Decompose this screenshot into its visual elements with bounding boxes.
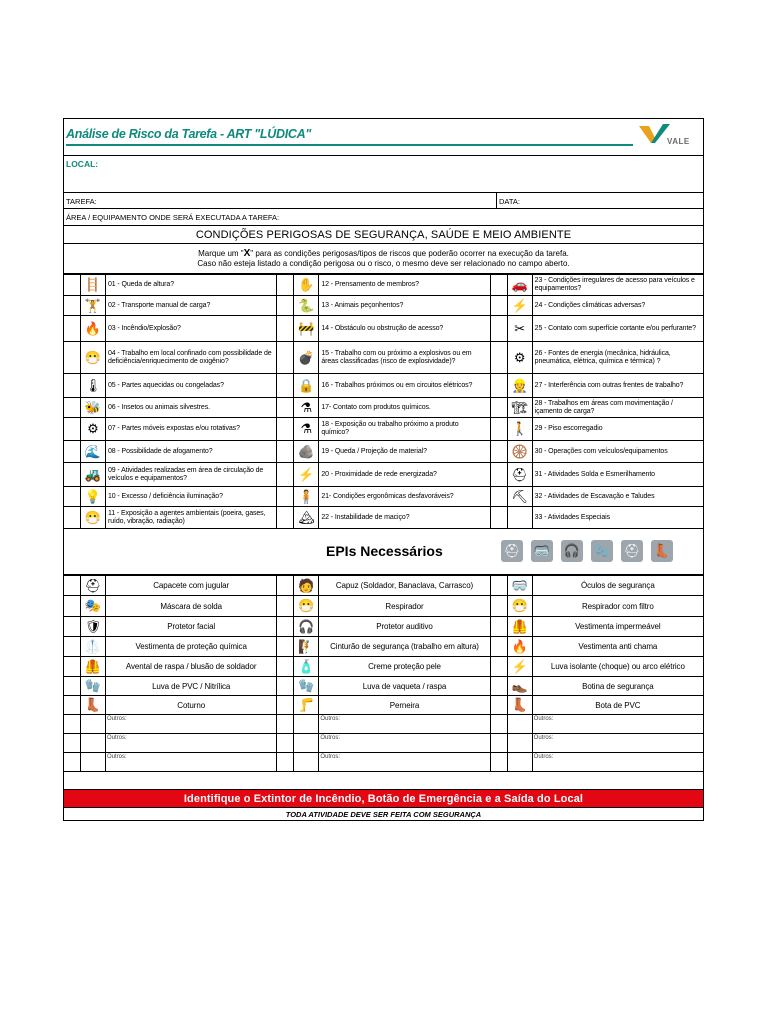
area-label: ÁREA / EQUIPAMENTO ONDE SERÁ EXECUTADA A TAREFA: bbox=[66, 213, 280, 222]
condition-label: 07 - Partes móveis expostas e/ou rotativas? bbox=[106, 418, 277, 441]
epi-checkbox[interactable] bbox=[277, 617, 294, 637]
condition-row bbox=[64, 342, 704, 374]
epi-label: Coturno bbox=[106, 696, 277, 715]
epi-checkbox[interactable] bbox=[277, 596, 294, 617]
condition-label: 08 - Possibilidade de afogamento? bbox=[106, 441, 277, 463]
condition-label: 26 - Fontes de energia (mecânica, hidráulica, pneumática, elétrica, química e térmica) ? bbox=[532, 342, 703, 374]
epi-checkbox[interactable] bbox=[490, 657, 507, 677]
epi-icon: 🦺 bbox=[81, 657, 106, 677]
condition-icon: 🪨 bbox=[294, 441, 319, 463]
epi-other-icon bbox=[507, 753, 532, 772]
condition-checkbox[interactable] bbox=[277, 275, 294, 296]
epi-icon: 🧗 bbox=[294, 637, 319, 657]
condition-checkbox[interactable] bbox=[490, 441, 507, 463]
epi-icon: 👢 bbox=[507, 696, 532, 715]
condition-label: 32 - Atividades de Escavação e Taludes bbox=[532, 487, 703, 507]
epi-icon: 🧑 bbox=[294, 576, 319, 596]
epi-other-checkbox[interactable] bbox=[490, 715, 507, 734]
epi-checkbox[interactable] bbox=[277, 696, 294, 715]
epi-other-icon bbox=[294, 753, 319, 772]
epi-label: Luva isolante (choque) ou arco elétrico bbox=[532, 657, 703, 677]
condition-icon: 🏋 bbox=[81, 296, 106, 316]
condition-label: 24 - Condições climáticas adversas? bbox=[532, 296, 703, 316]
condition-icon bbox=[507, 507, 532, 529]
condition-icon: 🔒 bbox=[294, 374, 319, 398]
epi-label: Respirador com filtro bbox=[532, 596, 703, 617]
condition-label: 09 - Atividades realizadas em área de circulação de veículos e equipamentos? bbox=[106, 463, 277, 487]
condition-icon: 🐝 bbox=[81, 398, 106, 418]
epi-other-row bbox=[64, 734, 704, 753]
spacer-row bbox=[63, 772, 704, 790]
condition-checkbox[interactable] bbox=[277, 418, 294, 441]
epi-other-field[interactable]: Outros: bbox=[319, 753, 490, 772]
epi-checkbox[interactable] bbox=[64, 576, 81, 596]
condition-label: 18 - Exposição ou trabalho próximo a produto químico? bbox=[319, 418, 490, 441]
epi-label: Creme proteção pele bbox=[319, 657, 490, 677]
vale-logo bbox=[637, 122, 697, 152]
condition-row bbox=[64, 463, 704, 487]
condition-label: 04 - Trabalho em local confinado com possibilidade de deficiência/enriquecimento de oxigênio? bbox=[106, 342, 277, 374]
condition-row bbox=[64, 418, 704, 441]
condition-icon: 👷 bbox=[507, 374, 532, 398]
epi-label: Máscara de solda bbox=[106, 596, 277, 617]
epi-icon: 🛡 bbox=[81, 617, 106, 637]
epi-header-icon: 🎧 bbox=[561, 540, 583, 562]
condition-label: 30 - Operações com veículos/equipamentos bbox=[532, 441, 703, 463]
logo-text: VALE bbox=[667, 137, 690, 146]
condition-icon: ⚙ bbox=[81, 418, 106, 441]
epi-label: Luva de vaqueta / raspa bbox=[319, 677, 490, 696]
epi-other-checkbox[interactable] bbox=[277, 734, 294, 753]
task-row bbox=[63, 192, 704, 209]
epi-label: Cinturão de segurança (trabalho em altura) bbox=[319, 637, 490, 657]
epi-checkbox[interactable] bbox=[64, 677, 81, 696]
condition-row bbox=[64, 275, 704, 296]
epi-checkbox[interactable] bbox=[277, 637, 294, 657]
condition-icon: 🌊 bbox=[81, 441, 106, 463]
epi-other-field[interactable]: Outros: bbox=[532, 753, 703, 772]
condition-checkbox[interactable] bbox=[490, 398, 507, 418]
condition-icon: 🏔 bbox=[294, 507, 319, 529]
epi-other-field[interactable]: Outros: bbox=[532, 734, 703, 753]
epi-header-icon: 🥽 bbox=[531, 540, 553, 562]
conditions-table bbox=[63, 274, 704, 529]
epi-label: Bota de PVC bbox=[532, 696, 703, 715]
condition-icon: 🚜 bbox=[81, 463, 106, 487]
condition-checkbox[interactable] bbox=[277, 342, 294, 374]
task-divider bbox=[496, 193, 497, 208]
epi-other-field[interactable]: Outros: bbox=[106, 734, 277, 753]
condition-label: 15 - Trabalho com ou próximo a explosivos ou em áreas classificadas (risco de explosividade)? bbox=[319, 342, 490, 374]
epi-icon: 🧤 bbox=[294, 677, 319, 696]
condition-label: 17- Contato com produtos químicos. bbox=[319, 398, 490, 418]
condition-checkbox[interactable] bbox=[490, 296, 507, 316]
epi-icon: 👢 bbox=[81, 696, 106, 715]
condition-checkbox[interactable] bbox=[490, 463, 507, 487]
condition-label: 28 - Trabalhos em áreas com movimentação / içamento de carga? bbox=[532, 398, 703, 418]
condition-checkbox[interactable] bbox=[64, 507, 81, 529]
condition-checkbox[interactable] bbox=[64, 398, 81, 418]
local-field[interactable] bbox=[63, 156, 704, 174]
epi-other-checkbox[interactable] bbox=[490, 753, 507, 772]
condition-checkbox[interactable] bbox=[277, 463, 294, 487]
epi-label: Protetor auditivo bbox=[319, 617, 490, 637]
epi-checkbox[interactable] bbox=[490, 637, 507, 657]
condition-icon: 🚶 bbox=[507, 418, 532, 441]
title-bar bbox=[63, 118, 704, 156]
epi-label: Óculos de segurança bbox=[532, 576, 703, 596]
condition-checkbox[interactable] bbox=[490, 487, 507, 507]
condition-checkbox[interactable] bbox=[490, 342, 507, 374]
date-label: DATA: bbox=[499, 197, 520, 206]
condition-label: 27 - Interferência com outras frentes de trabalho? bbox=[532, 374, 703, 398]
condition-label: 02 - Transporte manual de carga? bbox=[106, 296, 277, 316]
condition-icon: 🔥 bbox=[81, 316, 106, 342]
condition-icon: 😷 bbox=[81, 342, 106, 374]
condition-checkbox[interactable] bbox=[277, 507, 294, 529]
condition-icon: 🌡 bbox=[81, 374, 106, 398]
epi-other-field[interactable]: Outros: bbox=[532, 715, 703, 734]
condition-checkbox[interactable] bbox=[277, 441, 294, 463]
local-label: LOCAL: bbox=[66, 159, 99, 169]
epi-icon: 🦵 bbox=[294, 696, 319, 715]
condition-row bbox=[64, 316, 704, 342]
epi-other-icon bbox=[81, 734, 106, 753]
condition-icon: 💣 bbox=[294, 342, 319, 374]
area-row[interactable] bbox=[63, 209, 704, 226]
condition-icon: ⚗ bbox=[294, 398, 319, 418]
condition-icon: 🪜 bbox=[81, 275, 106, 296]
epi-other-icon bbox=[507, 715, 532, 734]
condition-icon: ⚡ bbox=[507, 296, 532, 316]
epi-other-field[interactable]: Outros: bbox=[106, 715, 277, 734]
condition-icon: 🐍 bbox=[294, 296, 319, 316]
epi-other-checkbox[interactable] bbox=[277, 753, 294, 772]
condition-label: 03 - Incêndio/Explosão? bbox=[106, 316, 277, 342]
condition-row bbox=[64, 441, 704, 463]
condition-icon: ⛑ bbox=[507, 463, 532, 487]
condition-icon: ✋ bbox=[294, 275, 319, 296]
epi-checkbox[interactable] bbox=[64, 657, 81, 677]
condition-label: 33 - Atividades Especiais bbox=[532, 507, 703, 529]
instr-post: " para as condições perigosas/tipos de riscos que poderão ocorrer na execução da tarefa. bbox=[250, 249, 569, 258]
epi-other-checkbox[interactable] bbox=[490, 734, 507, 753]
epi-icon: 🥼 bbox=[81, 637, 106, 657]
local-field-space[interactable] bbox=[63, 174, 704, 192]
condition-label: 29 - Piso escorregadio bbox=[532, 418, 703, 441]
epi-checkbox[interactable] bbox=[490, 696, 507, 715]
condition-checkbox[interactable] bbox=[277, 296, 294, 316]
instr-x: X bbox=[243, 248, 251, 259]
epi-other-icon bbox=[507, 734, 532, 753]
condition-icon: 🚗 bbox=[507, 275, 532, 296]
epi-icon: 🧤 bbox=[81, 677, 106, 696]
condition-label: 19 - Queda / Projeção de material? bbox=[319, 441, 490, 463]
epi-row bbox=[64, 617, 704, 637]
condition-icon: ⚗ bbox=[294, 418, 319, 441]
form-title: Análise de Risco da Tarefa - ART "LÚDICA" bbox=[66, 127, 311, 141]
epi-checkbox[interactable] bbox=[490, 576, 507, 596]
epi-label: Perneira bbox=[319, 696, 490, 715]
condition-icon: ⚡ bbox=[294, 463, 319, 487]
condition-label: 22 - Instabilidade de maciço? bbox=[319, 507, 490, 529]
epi-label: Capuz (Soldador, Banaclava, Carrasco) bbox=[319, 576, 490, 596]
epi-row bbox=[64, 596, 704, 617]
condition-checkbox[interactable] bbox=[490, 507, 507, 529]
condition-checkbox[interactable] bbox=[64, 316, 81, 342]
epi-other-checkbox[interactable] bbox=[64, 753, 81, 772]
epi-checkbox[interactable] bbox=[64, 617, 81, 637]
instr-line2: Caso não esteja listado a condição perigosa ou o risco, o mesmo deve ser relacionado no campo aberto. bbox=[197, 259, 570, 268]
epi-label: Protetor facial bbox=[106, 617, 277, 637]
condition-row bbox=[64, 507, 704, 529]
epi-header-icon: 👢 bbox=[651, 540, 673, 562]
condition-checkbox[interactable] bbox=[490, 374, 507, 398]
epi-label: Botina de segurança bbox=[532, 677, 703, 696]
epi-row bbox=[64, 657, 704, 677]
risk-analysis-form bbox=[63, 118, 704, 821]
epi-label: Vestimenta anti chama bbox=[532, 637, 703, 657]
epi-row bbox=[64, 576, 704, 596]
condition-checkbox[interactable] bbox=[64, 374, 81, 398]
epis-title: EPIs Necessários bbox=[326, 543, 443, 559]
conditions-title: CONDIÇÕES PERIGOSAS DE SEGURANÇA, SAÚDE E MEIO AMBIENTE bbox=[63, 226, 704, 244]
epis-header bbox=[63, 529, 704, 575]
epi-other-icon bbox=[81, 753, 106, 772]
condition-checkbox[interactable] bbox=[490, 275, 507, 296]
epi-icon: 🦺 bbox=[507, 617, 532, 637]
condition-label: 25 - Contato com superfície cortante e/ou perfurante? bbox=[532, 316, 703, 342]
epi-label: Capacete com jugular bbox=[106, 576, 277, 596]
epis-table bbox=[63, 575, 704, 772]
condition-icon: 💡 bbox=[81, 487, 106, 507]
condition-checkbox[interactable] bbox=[64, 487, 81, 507]
epi-label: Luva de PVC / Nitrílica bbox=[106, 677, 277, 696]
condition-checkbox[interactable] bbox=[64, 441, 81, 463]
condition-label: 11 - Exposição a agentes ambientais (poeira, gases, ruído, vibração, radiação) bbox=[106, 507, 277, 529]
epi-header-icon: 🧤 bbox=[591, 540, 613, 562]
condition-icon: 😷 bbox=[81, 507, 106, 529]
epi-icon: ⚡ bbox=[507, 657, 532, 677]
epi-other-row bbox=[64, 753, 704, 772]
condition-row bbox=[64, 374, 704, 398]
condition-label: 12 - Prensamento de membros? bbox=[319, 275, 490, 296]
epi-row bbox=[64, 696, 704, 715]
condition-label: 21- Condições ergonômicas desfavoráveis? bbox=[319, 487, 490, 507]
epi-checkbox[interactable] bbox=[64, 596, 81, 617]
title-underline bbox=[66, 144, 633, 146]
condition-icon: 🛞 bbox=[507, 441, 532, 463]
epi-checkbox[interactable] bbox=[490, 677, 507, 696]
condition-checkbox[interactable] bbox=[277, 487, 294, 507]
vale-logo-mark-icon bbox=[637, 122, 671, 144]
condition-label: 01 - Queda de altura? bbox=[106, 275, 277, 296]
condition-checkbox[interactable] bbox=[64, 296, 81, 316]
epi-checkbox[interactable] bbox=[64, 696, 81, 715]
condition-checkbox[interactable] bbox=[490, 418, 507, 441]
task-label: TAREFA: bbox=[66, 197, 97, 206]
epi-checkbox[interactable] bbox=[490, 617, 507, 637]
condition-row bbox=[64, 487, 704, 507]
epi-icon: ⛑ bbox=[81, 576, 106, 596]
epi-other-field[interactable]: Outros: bbox=[319, 734, 490, 753]
condition-icon: ✂ bbox=[507, 316, 532, 342]
epi-icon: 🎧 bbox=[294, 617, 319, 637]
condition-icon: 🚧 bbox=[294, 316, 319, 342]
epi-checkbox[interactable] bbox=[277, 657, 294, 677]
epi-label: Vestimenta de proteção química bbox=[106, 637, 277, 657]
condition-row bbox=[64, 296, 704, 316]
condition-icon: ⚙ bbox=[507, 342, 532, 374]
condition-label: 13 - Animais peçonhentos? bbox=[319, 296, 490, 316]
condition-checkbox[interactable] bbox=[64, 342, 81, 374]
epi-other-field[interactable]: Outros: bbox=[319, 715, 490, 734]
epi-label: Respirador bbox=[319, 596, 490, 617]
condition-checkbox[interactable] bbox=[490, 316, 507, 342]
epi-icon: 🎭 bbox=[81, 596, 106, 617]
condition-checkbox[interactable] bbox=[277, 316, 294, 342]
epi-other-field[interactable]: Outros: bbox=[106, 753, 277, 772]
epi-icon: 🥽 bbox=[507, 576, 532, 596]
condition-checkbox[interactable] bbox=[277, 374, 294, 398]
epi-row bbox=[64, 677, 704, 696]
condition-label: 23 - Condições irregulares de acesso para veículos e equipamentos? bbox=[532, 275, 703, 296]
condition-icon: 🏗 bbox=[507, 398, 532, 418]
condition-label: 20 - Proximidade de rede energizada? bbox=[319, 463, 490, 487]
epi-other-checkbox[interactable] bbox=[64, 715, 81, 734]
epi-checkbox[interactable] bbox=[64, 637, 81, 657]
epi-other-icon bbox=[294, 734, 319, 753]
epi-label: Avental de raspa / blusão de soldador bbox=[106, 657, 277, 677]
condition-checkbox[interactable] bbox=[64, 275, 81, 296]
epi-icon: 😷 bbox=[294, 596, 319, 617]
condition-row bbox=[64, 398, 704, 418]
condition-label: 31 - Atividades Solda e Esmerilhamento bbox=[532, 463, 703, 487]
epi-checkbox[interactable] bbox=[277, 677, 294, 696]
emergency-banner: Identifique o Extintor de Incêndio, Botão de Emergência e a Saída do Local bbox=[63, 790, 704, 808]
epi-icon: 🧴 bbox=[294, 657, 319, 677]
condition-label: 14 - Obstáculo ou obstrução de acesso? bbox=[319, 316, 490, 342]
condition-checkbox[interactable] bbox=[64, 418, 81, 441]
epi-icon: 🔥 bbox=[507, 637, 532, 657]
condition-label: 05 - Partes aquecidas ou congeladas? bbox=[106, 374, 277, 398]
conditions-instructions bbox=[63, 244, 704, 274]
condition-checkbox[interactable] bbox=[277, 398, 294, 418]
epi-icon: 😷 bbox=[507, 596, 532, 617]
condition-icon: ⛏ bbox=[507, 487, 532, 507]
epi-other-row bbox=[64, 715, 704, 734]
footer-note: TODA ATIVIDADE DEVE SER FEITA COM SEGURANÇA bbox=[63, 808, 704, 821]
condition-label: 10 - Excesso / deficiência iluminação? bbox=[106, 487, 277, 507]
epi-header-icon: ⛑ bbox=[621, 540, 643, 562]
epi-other-checkbox[interactable] bbox=[64, 734, 81, 753]
epi-checkbox[interactable] bbox=[490, 596, 507, 617]
epi-icon: 👞 bbox=[507, 677, 532, 696]
epi-other-icon bbox=[81, 715, 106, 734]
epi-other-checkbox[interactable] bbox=[277, 715, 294, 734]
instr-pre: Marque um " bbox=[198, 249, 244, 258]
epi-checkbox[interactable] bbox=[277, 576, 294, 596]
epi-row bbox=[64, 637, 704, 657]
condition-label: 06 - Insetos ou animais silvestres. bbox=[106, 398, 277, 418]
epi-other-icon bbox=[294, 715, 319, 734]
condition-label: 16 - Trabalhos próximos ou em circuitos elétricos? bbox=[319, 374, 490, 398]
epi-header-icon: ⛑ bbox=[501, 540, 523, 562]
condition-icon: 🧍 bbox=[294, 487, 319, 507]
epi-label: Vestimenta impermeável bbox=[532, 617, 703, 637]
condition-checkbox[interactable] bbox=[64, 463, 81, 487]
